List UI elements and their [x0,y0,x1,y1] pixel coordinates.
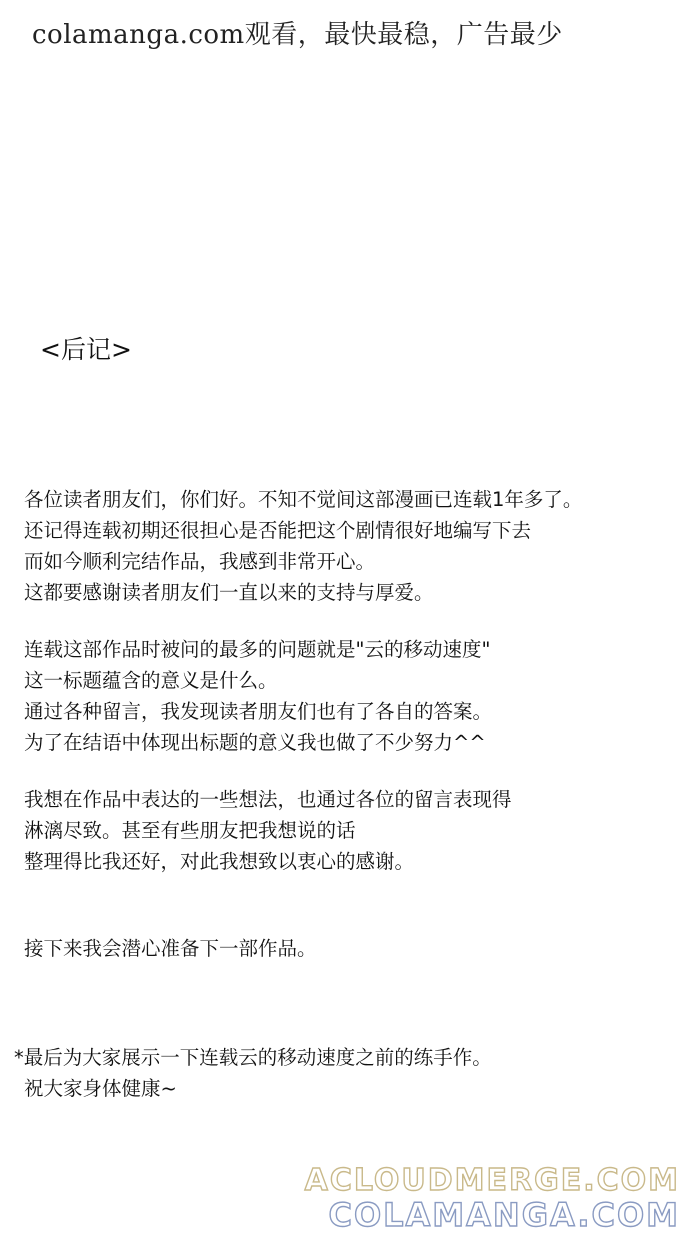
afterword-heading: <后记> [40,335,132,364]
text-line: 通过各种留言，我发现读者朋友们也有了各自的答案。 [24,700,493,723]
watermark-line-1: ACLOUDMERGE.COM [304,1163,680,1198]
afterword-paragraph-3 [24,784,512,877]
text-line: 连载这部作品时被问的最多的问题就是"云的移动速度" [24,638,491,661]
afterword-paragraph-1 [24,484,582,608]
text-line: 为了在结语中体现出标题的意义我也做了不少努力^^ [24,731,486,754]
watermark-line-2: COLAMANGA.COM [328,1196,680,1234]
text-line: *最后为大家展示一下连载云的移动速度之前的练手作。 [14,1046,492,1069]
text-line: 而如今顺利完结作品，我感到非常开心。 [24,550,376,573]
text-line: 各位读者朋友们，你们好。不知不觉间这部漫画已连载1年多了。 [24,488,583,511]
afterword-paragraph-4 [24,933,317,964]
text-line: 我想在作品中表达的一些想法，也通过各位的留言表现得 [24,788,512,811]
text-line: 整理得比我还好，对此我想致以衷心的感谢。 [24,850,415,873]
text-line: 淋漓尽致。甚至有些朋友把我想说的话 [24,819,356,842]
text-line: 这都要感谢读者朋友们一直以来的支持与厚爱。 [24,581,434,604]
site-banner: colamanga.com观看，最快最稳，广告最少 [32,20,563,50]
afterword-paragraph-5 [14,1042,492,1104]
afterword-paragraph-2 [24,634,492,758]
text-line: 祝大家身体健康~ [24,1077,177,1100]
text-line: 这一标题蕴含的意义是什么。 [24,669,278,692]
text-line: 接下来我会潜心准备下一部作品。 [24,937,317,960]
text-line: 还记得连载初期还很担心是否能把这个剧情很好地编写下去 [24,519,532,542]
